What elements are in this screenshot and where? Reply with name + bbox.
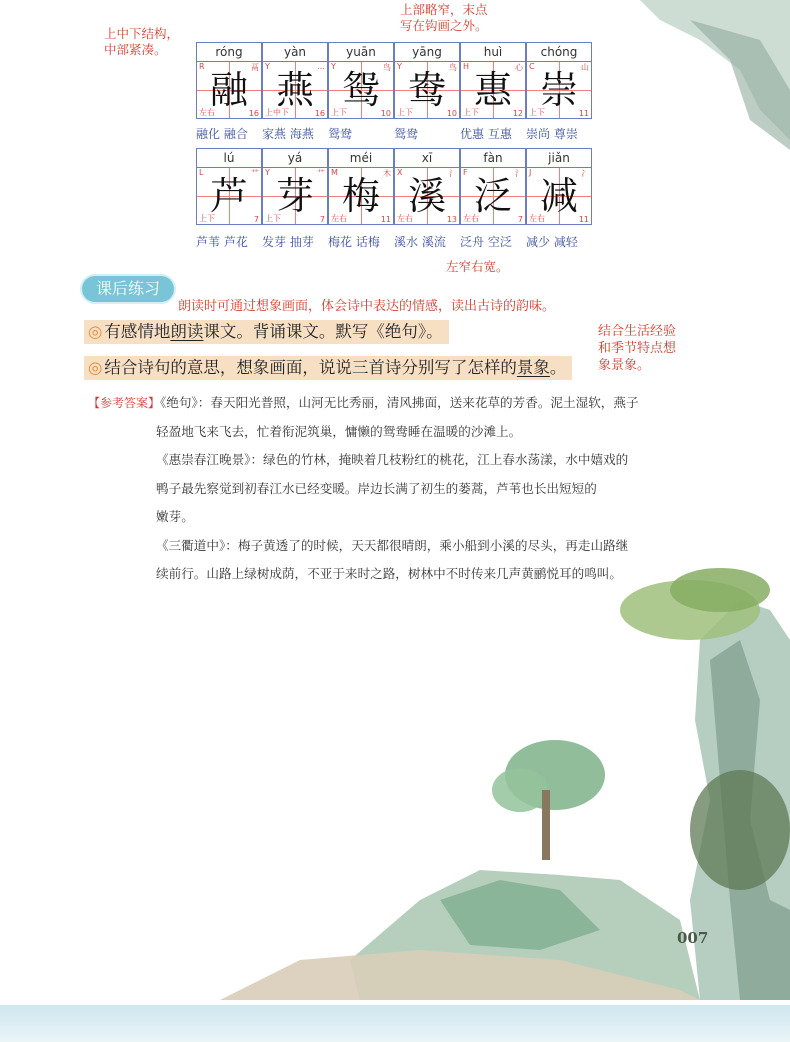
exercise-keyword: 景象: [516, 358, 550, 377]
example-words: 梅花 话梅: [328, 235, 380, 249]
answer-line-5: 嫩芽。: [156, 509, 194, 524]
stroke-count: 16: [314, 109, 325, 118]
tianzige-box: [328, 167, 394, 225]
pinyin: huì: [460, 42, 526, 61]
character-cell: [328, 42, 394, 119]
tianzige-box: [526, 61, 592, 119]
structure-label: 左右: [463, 214, 479, 223]
exercise-text: 结合诗句的意思，想象画面，说说三首诗分别写了怎样的: [104, 358, 517, 377]
annotation-structure-yan: [104, 26, 179, 58]
initial-letter: Y: [265, 168, 270, 177]
exercise-section-title: 课后练习: [82, 276, 174, 302]
hanzi-character: 融: [209, 68, 248, 112]
character-cell: [460, 148, 526, 225]
example-words: 发芽 抽芽: [262, 235, 314, 249]
initial-letter: R: [199, 62, 205, 71]
pinyin: róng: [196, 42, 262, 61]
pinyin: fàn: [460, 148, 526, 167]
example-words: 鸳鸯: [394, 127, 419, 141]
bullet-icon: ◎: [88, 322, 103, 341]
exercise-text: 课文。背诵课文。默写《绝句》。: [203, 322, 443, 341]
initial-letter: C: [529, 62, 535, 71]
answer-text: 《绝句》：春天阳光普照，山河无比秀丽，清风拂面，送来花草的芳香。泥土湿软，燕子: [160, 395, 639, 410]
hanzi-character: 鸳: [341, 68, 380, 112]
hanzi-character: 芦: [209, 174, 248, 218]
radical: 木: [383, 169, 391, 178]
stroke-count: 11: [380, 215, 391, 224]
structure-label: 上下: [265, 214, 281, 223]
annotation-line: 上部略窄，末点: [400, 2, 488, 17]
stroke-count: 7: [253, 215, 259, 224]
initial-letter: Y: [265, 62, 270, 71]
answer-line-1: [88, 389, 639, 418]
structure-label: 上下: [463, 108, 479, 117]
answer-label: 【参考答案】: [88, 396, 161, 410]
hanzi-character: 芽: [275, 174, 314, 218]
answer-line-4: 鸭子最先察觉到初春江水已经变暖。岸边长满了初生的蒌蒿，芦苇也长出短短的: [156, 481, 597, 496]
example-words: 鸳鸯: [328, 127, 353, 141]
character-cell: [526, 42, 592, 119]
tianzige-box: [394, 167, 460, 225]
structure-label: 左右: [397, 214, 413, 223]
tianzige-box: [394, 61, 460, 119]
example-words: 泛舟 空泛: [460, 235, 512, 249]
initial-letter: J: [529, 168, 532, 177]
initial-letter: X: [397, 168, 403, 177]
reading-hint: 朗读时可通过想象画面，体会诗中表达的情感，读出古诗的韵味。: [178, 299, 556, 314]
example-words: 溪水 溪流: [394, 235, 446, 249]
stroke-count: 13: [446, 215, 457, 224]
example-words: 减少 减轻: [526, 235, 578, 249]
hanzi-character: 减: [539, 174, 578, 218]
initial-letter: Y: [331, 62, 336, 71]
radical: 鸟: [383, 63, 391, 72]
annotation-structure-xi: 左窄右宽。: [446, 259, 509, 274]
structure-label: 上下: [199, 214, 215, 223]
exercise-text: 有感情地: [104, 322, 171, 341]
radical: 鸟: [449, 63, 457, 72]
initial-letter: F: [463, 168, 468, 177]
initial-letter: Y: [397, 62, 402, 71]
stroke-count: 11: [578, 109, 589, 118]
pinyin: méi: [328, 148, 394, 167]
example-words: 优惠 互惠: [460, 127, 512, 141]
stroke-count: 7: [319, 215, 325, 224]
stroke-count: 10: [446, 109, 457, 118]
radical: 艹: [317, 169, 325, 178]
hanzi-character: 惠: [473, 68, 512, 112]
exercise-item-2: [84, 356, 572, 380]
tianzige-box: [526, 167, 592, 225]
structure-label: 上下: [397, 108, 413, 117]
answer-line-6: 《三衢道中》：梅子黄透了的时候，天天都很晴朗，乘小船到小溪的尽头，再走山路继: [156, 538, 629, 553]
stroke-count: 16: [248, 109, 259, 118]
character-cell: [262, 42, 328, 119]
tianzige-box: [262, 167, 328, 225]
stroke-count: 11: [578, 215, 589, 224]
tianzige-box: [196, 61, 262, 119]
hanzi-character: 鸯: [407, 68, 446, 112]
annotation-line: 写在钩画之外。: [400, 18, 488, 33]
exercise-keyword: 朗读: [170, 322, 204, 341]
character-cell: [196, 148, 262, 225]
character-cell: [196, 42, 262, 119]
bullet-icon: ◎: [88, 358, 103, 377]
initial-letter: M: [331, 168, 338, 177]
exercise-text: 。: [549, 358, 567, 377]
hanzi-character: 泛: [473, 174, 512, 218]
example-words: 融化 融合: [196, 127, 248, 141]
character-cell: [394, 148, 460, 225]
answer-line-7: 续前行。山路上绿树成荫，不亚于来时之路，树林中不时传来几声黄鹂悦耳的鸣叫。: [156, 566, 622, 581]
hanzi-character: 崇: [539, 68, 578, 112]
exercise-side-hint: [598, 323, 676, 374]
pinyin: lú: [196, 148, 262, 167]
tianzige-box: [196, 167, 262, 225]
pinyin: yuān: [328, 42, 394, 61]
tianzige-box: [460, 167, 526, 225]
pinyin: yāng: [394, 42, 460, 61]
structure-label: 左右: [331, 214, 347, 223]
tianzige-box: [460, 61, 526, 119]
pinyin: yàn: [262, 42, 328, 61]
tianzige-box: [328, 61, 394, 119]
exercise-item-1: [84, 320, 449, 344]
structure-label: 左右: [199, 108, 215, 117]
radical: …: [317, 62, 325, 71]
radical: 艹: [251, 169, 259, 178]
character-cell: [394, 42, 460, 119]
example-words: 家燕 海燕: [262, 127, 314, 141]
answer-line-2: 轻盈地飞来飞去，忙着衔泥筑巢，慵懒的鸳鸯睡在温暖的沙滩上。: [156, 424, 522, 439]
radical: 冫: [581, 169, 589, 178]
radical: 山: [581, 63, 589, 72]
radical: 氵: [449, 169, 457, 178]
hint-line: 结合生活经验: [598, 324, 677, 339]
radical: 鬲: [251, 63, 259, 72]
pinyin: yá: [262, 148, 328, 167]
example-words: 芦苇 芦花: [196, 235, 248, 249]
stroke-count: 12: [512, 109, 523, 118]
initial-letter: L: [199, 168, 204, 177]
structure-label: 上下: [529, 108, 545, 117]
stroke-count: 10: [380, 109, 391, 118]
pinyin: xī: [394, 148, 460, 167]
example-words: 崇尚 尊崇: [526, 127, 578, 141]
hint-line: 和季节特点想: [598, 341, 677, 356]
pinyin: chóng: [526, 42, 592, 61]
stroke-count: 7: [517, 215, 523, 224]
structure-label: 左右: [529, 214, 545, 223]
pinyin: jiǎn: [526, 148, 592, 167]
radical: 氵: [515, 169, 523, 178]
answer-line-3: 《惠崇春江晚景》：绿色的竹林，掩映着几枝粉红的桃花，江上春水荡漾，水中嬉戏的: [156, 452, 629, 467]
annotation-line: 上中下结构，: [104, 26, 180, 41]
structure-label: 上下: [331, 108, 347, 117]
character-cell: [328, 148, 394, 225]
hanzi-character: 溪: [407, 174, 446, 218]
structure-label: 上中下: [265, 108, 289, 117]
tianzige-box: [262, 61, 328, 119]
hint-line: 象景象。: [598, 358, 651, 373]
annotation-line: 中部紧凑。: [104, 42, 167, 57]
character-cell: [262, 148, 328, 225]
initial-letter: H: [463, 62, 470, 71]
hanzi-character: 燕: [275, 68, 314, 112]
radical: 心: [515, 63, 523, 72]
hanzi-character: 梅: [341, 174, 380, 218]
character-cell: [460, 42, 526, 119]
character-cell: [526, 148, 592, 225]
annotation-structure-hui: [400, 2, 488, 34]
page-number: 007: [677, 929, 709, 947]
